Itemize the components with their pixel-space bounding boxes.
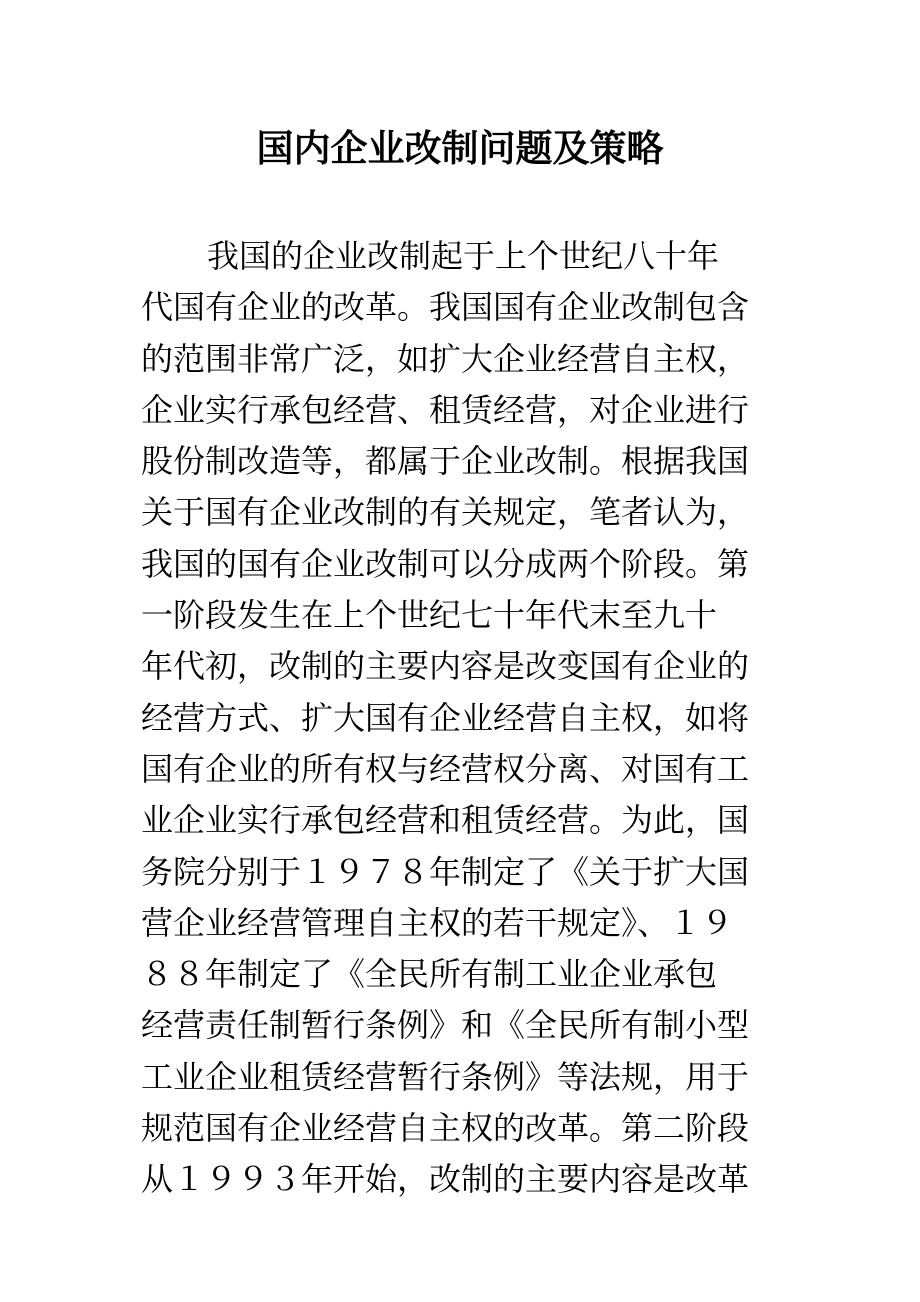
text-line: 经营责任制暂行条例》和《全民所有制小型 [141,1006,750,1045]
text-line: 关于国有企业改制的有关规定，笔者认为， [141,493,750,532]
text-line: 从１９９３年开始，改制的主要内容是改革 [141,1160,750,1199]
text-line: 工业企业租赁经营暂行条例》等法规，用于 [141,1057,750,1096]
text-line: 的范围非常广泛，如扩大企业经营自主权， [141,339,750,378]
text-line: 年代初，改制的主要内容是改变国有企业的 [141,647,750,686]
text-line: 一阶段发生在上个世纪七十年代末至九十 [141,596,718,635]
text-line: 规范国有企业经营自主权的改革。第二阶段 [141,1109,750,1148]
text-line: 营企业经营管理自主权的若干规定》、１９ [141,903,734,942]
page-title: 国内企业改制问题及策略 [256,126,664,170]
text-line: 企业实行承包经营、租赁经营，对企业进行 [141,390,750,429]
text-line: 我国的企业改制起于上个世纪八十年 [207,237,720,275]
text-line: 代国有企业的改革。我国国有企业改制包含 [141,288,750,327]
text-line: 股份制改造等，都属于企业改制。根据我国 [141,442,750,481]
text-line: 业企业实行承包经营和租赁经营。为此，国 [141,801,750,840]
text-line: 务院分别于１９７８年制定了《关于扩大国 [141,852,750,891]
text-line: 经营方式、扩大国有企业经营自主权，如将 [141,698,750,737]
body-paragraph [141,231,801,1206]
text-line: 国有企业的所有权与经营权分离、对国有工 [141,749,750,788]
text-line: ８８年制定了《全民所有制工业企业承包 [141,955,718,994]
text-line: 我国的国有企业改制可以分成两个阶段。第 [141,544,750,583]
